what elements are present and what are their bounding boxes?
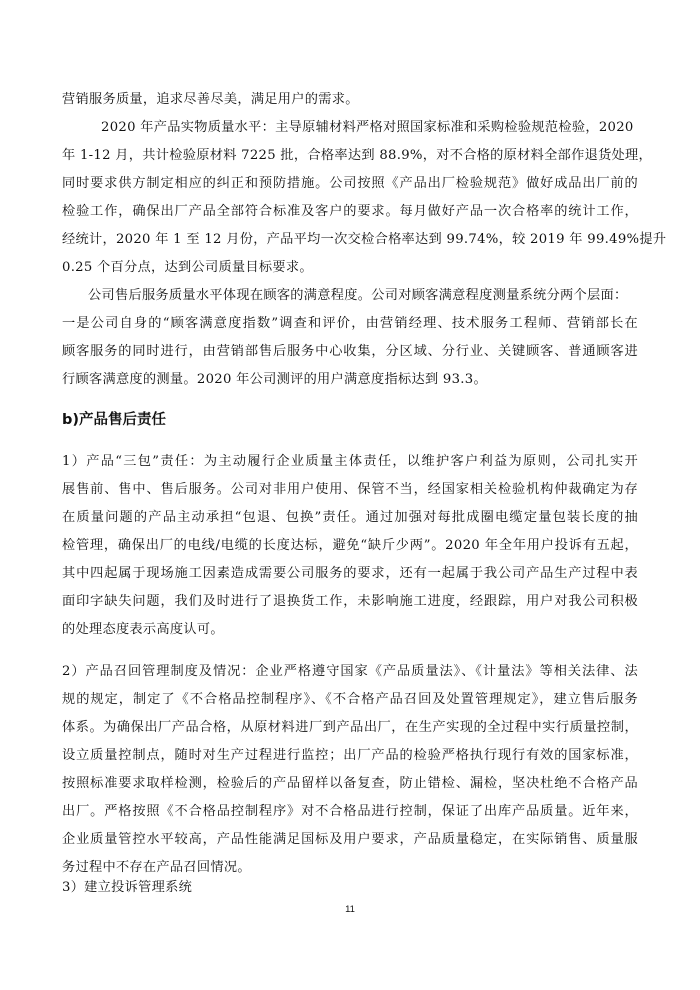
text-line: 顾客服务的同时进行，由营销部售后服务中心收集，分区域、分行业、关键顾客、普通顾客进 [62, 344, 638, 359]
text-line: 检验工作，确保出厂产品全部符合标准及客户的要求。每月做好产品一次合格率的统计工作， [62, 204, 638, 219]
text-line: 检管理，确保出厂的电线/电缆的长度达标，避免“缺斤少两”。2020 年全年用户投诉有五起， [62, 538, 638, 553]
text-line: 0.25 个百分点，达到公司质量目标要求。 [62, 260, 313, 275]
page-number: 11 [345, 904, 355, 915]
text-line: 3）建立投诉管理系统 [62, 880, 193, 895]
text-line: 2020 年产品实物质量水平：主导原辅材料严格对照国家标准和采购检验规范检验，2020 [101, 120, 634, 135]
text-line: 出厂。严格按照《不合格品控制程序》对不合格品进行控制，保证了出库产品质量。近年来， [62, 804, 638, 819]
text-line: 行顾客满意度的测量。2020 年公司测评的用户满意度指标达到 93.3。 [62, 372, 487, 387]
text-line: 面印字缺失问题，我们及时进行了退换货工作，未影响施工进度，经跟踪，用户对我公司积极 [62, 594, 638, 609]
text-line: 一是公司自身的“顾客满意度指数”调查和评价，由营销经理、技术服务工程师、营销部长在 [62, 316, 638, 331]
text-line: 体系。为确保出厂产品合格，从原材料进厂到产品出厂，在生产实现的全过程中实行质量控制， [62, 720, 638, 735]
text-line: 展售前、售中、售后服务。公司对非用户使用、保管不当，经国家相关检验机构仲裁确定为存 [62, 482, 638, 497]
text-line: 在质量问题的产品主动承担“包退、包换”责任。通过加强对每批成圈电缆定量包装长度的抽 [62, 510, 638, 525]
text-line: 其中四起属于现场施工因素造成需要公司服务的要求，还有一起属于我公司产品生产过程中表 [62, 566, 638, 581]
section-heading: b)产品售后责任 [62, 412, 167, 428]
text-line: 年 1-12 月，共计检验原材料 7225 批，合格率达到 88.9%，对不合格的原材料全部作退货处理， [62, 148, 653, 163]
text-line: 1）产品“三包”责任：为主动履行企业质量主体责任，以维护客户利益为原则，公司扎实开 [62, 454, 638, 469]
text-line: 的处理态度表示高度认可。 [62, 622, 224, 637]
text-line: 公司售后服务质量水平体现在顾客的满意程度。公司对顾客满意程度测量系统分两个层面： [88, 288, 628, 303]
text-line: 按照标准要求取样检测，检验后的产品留样以备复查，防止错检、漏检，坚决杜绝不合格产品 [62, 776, 638, 791]
text-line: 经统计，2020 年 1 至 12 月份，产品平均一次交检合格率达到 99.74%，较 2019 年 99.49%提升 [62, 232, 667, 247]
text-line: 企业质量管控水平较高，产品性能满足国标及用户要求，产品质量稳定，在实际销售、质量服 [62, 832, 638, 847]
text-line: 营销服务质量，追求尽善尽美，满足用户的需求。 [62, 92, 359, 107]
text-line: 2）产品召回管理制度及情况：企业严格遵守国家《产品质量法》、《计量法》等相关法律、法 [62, 664, 638, 679]
text-line: 设立质量控制点，随时对生产过程进行监控；出厂产品的检验严格执行现行有效的国家标准， [62, 748, 638, 763]
text-line: 规的规定，制定了《不合格品控制程序》、《不合格产品召回及处置管理规定》，建立售后服务 [62, 692, 638, 707]
text-line: 同时要求供方制定相应的纠正和预防措施。公司按照《产品出厂检验规范》做好成品出厂前的 [62, 176, 638, 191]
text-line: 务过程中不存在产品召回情况。 [62, 860, 251, 875]
